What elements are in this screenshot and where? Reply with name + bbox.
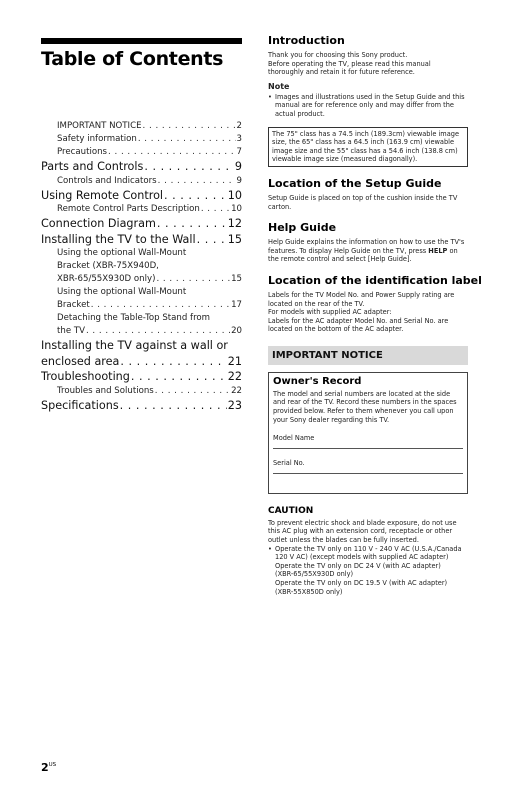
caution-line-2: this AC plug with an extension cord, receptacle or other: [268, 527, 453, 536]
caution-heading: CAUTION: [268, 505, 314, 516]
toc-entry-install-wall[interactable]: Installing the TV to the Wall . . . 15: [41, 232, 242, 248]
page-region-suffix: US: [48, 762, 57, 768]
toc-entry-troubles[interactable]: Troubles and Solutions . . . 22: [41, 385, 242, 398]
size-line-3: image size and the 55" class has a 54.6 inch (138.8 cm): [272, 146, 458, 155]
toc-entry-detach-line2[interactable]: the TV . . . 20: [41, 325, 242, 338]
id-label-line-5: located on the bottom of the AC adapter.: [268, 325, 404, 334]
note-line-1: Images and illustrations used in the Setup Guide and this: [275, 92, 465, 101]
note-heading: Note: [268, 81, 290, 91]
setup-guide-line-2: carton.: [268, 202, 292, 211]
help-guide-section: [268, 221, 468, 264]
help-key-label: HELP: [428, 246, 448, 255]
toc-entry-controls[interactable]: Controls and Indicators . . . 9: [41, 175, 242, 188]
right-column: [268, 34, 482, 596]
toc-entry-specs[interactable]: Specifications . . . 23: [41, 398, 242, 414]
toc-entry-important-notice[interactable]: IMPORTANT NOTICE . . . 2: [41, 120, 242, 133]
toc-entry-bracket1-line3[interactable]: XBR-65/55X930D only) . . . 15: [41, 273, 242, 286]
intro-line-1: Thank you for choosing this Sony product.: [268, 51, 408, 59]
toc-entry-remote[interactable]: Using Remote Control . . . 10: [41, 188, 242, 204]
help-guide-heading: Help Guide: [268, 221, 337, 235]
bullet-mark: •: [268, 92, 272, 101]
size-line-2: size, the 65" class has a 64.5 inch (163.9 cm) viewable: [272, 138, 455, 147]
setup-guide-section: [268, 177, 468, 211]
toc-entry-precautions[interactable]: Precautions . . . 7: [41, 146, 242, 159]
intro-line-3: thoroughly and retain it for future reference.: [268, 68, 415, 77]
toc-entry-against-line1[interactable]: Installing the TV against a wall or: [41, 339, 228, 352]
toc-entry-bracket2-line1[interactable]: Using the optional Wall-Mount: [57, 287, 187, 297]
toc-entry-against-line2[interactable]: enclosed area . . . 21: [41, 354, 242, 370]
id-label-line-1: Labels for the TV Model No. and Power Supply rating are: [268, 290, 455, 299]
viewable-size-box: [268, 127, 468, 167]
model-name-line[interactable]: [273, 448, 463, 449]
caution-bullet-line-1: Operate the TV only on 110 V - 240 V AC (U.S.A./Canada: [275, 544, 462, 553]
toc-entry-bracket2-line2[interactable]: Bracket . . . 17: [41, 299, 242, 312]
id-label-line-3: For models with supplied AC adapter:: [268, 308, 392, 317]
note-bullet-item: [268, 93, 468, 119]
toc-list: [41, 120, 242, 413]
intro-line-2: Before operating the TV, please read this manual: [268, 59, 431, 68]
help-guide-line-2: features. To display Help Guide on the TV, press HELP on: [268, 246, 458, 255]
toc-entry-bracket1-line1[interactable]: Using the optional Wall-Mount: [57, 248, 187, 258]
caution-section: [268, 506, 468, 596]
serial-no-label: Serial No.: [273, 459, 305, 468]
serial-no-line[interactable]: [273, 473, 463, 474]
owners-record-line-1: The model and serial numbers are located at the side: [273, 389, 451, 398]
owners-record-heading: Owner's Record: [273, 375, 362, 387]
owners-record-line-4: your Sony dealer regarding this TV.: [273, 415, 390, 424]
caution-bullet-line-6: (XBR-55X850D only): [275, 587, 343, 596]
toc-entry-connection[interactable]: Connection Diagram . . . 12: [41, 216, 242, 232]
caution-bullet-line-3: Operate the TV only on DC 24 V (with AC adapter): [275, 561, 441, 570]
setup-guide-line-1: Setup Guide is placed on top of the cushion inside the TV: [268, 193, 458, 202]
owners-record-line-2: and rear of the TV. Record these numbers in the spaces: [273, 398, 457, 407]
note-line-2: manual are for reference only and may differ from the: [275, 101, 454, 110]
size-line-4: viewable image size (measured diagonally).: [272, 155, 418, 164]
caution-bullet-line-4: (XBR-65/55X930D only): [275, 570, 354, 579]
toc-entry-remote-desc[interactable]: Remote Control Parts Description . . . 10: [41, 203, 242, 216]
toc-header-bar: [41, 38, 242, 44]
toc-title: Table of Contents: [41, 48, 224, 70]
id-label-line-2: located on the rear of the TV.: [268, 299, 365, 308]
setup-guide-heading: Location of the Setup Guide: [268, 176, 442, 190]
toc-entry-parts[interactable]: Parts and Controls . . . 9: [41, 159, 242, 175]
id-label-heading: Location of the identification label: [268, 273, 482, 287]
help-guide-line-3: the remote control and select [Help Guide].: [268, 255, 412, 264]
help-guide-line-1: Help Guide explains the information on how to use the TV's: [268, 238, 465, 247]
caution-bullet-line-2: 120 V AC) (except models with supplied AC adapter): [275, 553, 449, 562]
bullet-mark: •: [268, 544, 272, 553]
important-notice-banner: IMPORTANT NOTICE: [268, 346, 468, 365]
toc-entry-bracket1-line2[interactable]: Bracket (XBR-75X940D,: [57, 261, 159, 271]
id-label-section: [268, 273, 482, 334]
caution-bullet-line-5: Operate the TV only on DC 19.5 V (with AC adapter): [275, 579, 448, 588]
caution-bullet-item: [268, 545, 468, 597]
owners-record-box: [268, 372, 468, 494]
size-line-1: The 75" class has a 74.5 inch (189.3cm) viewable image: [272, 129, 460, 138]
note-line-3: actual product.: [275, 109, 325, 118]
owners-record-line-3: provided below. Refer to them whenever you call upon: [273, 407, 454, 416]
toc-entry-detach-line1[interactable]: Detaching the Table-Top Stand from: [57, 313, 211, 323]
page-number: $2^{US}$: [41, 761, 57, 774]
id-label-line-4: Labels for the AC adapter Model No. and Serial No. are: [268, 316, 449, 325]
intro-heading: Introduction: [268, 34, 345, 47]
caution-line-1: To prevent electric shock and blade exposure, do not use: [268, 518, 457, 527]
model-name-label: Model Name: [273, 434, 315, 443]
toc-entry-safety[interactable]: Safety information . . . 3: [41, 133, 242, 146]
toc-entry-troubleshooting[interactable]: Troubleshooting . . . 22: [41, 369, 242, 385]
caution-line-3: outlet unless the blades can be fully inserted.: [268, 536, 419, 545]
